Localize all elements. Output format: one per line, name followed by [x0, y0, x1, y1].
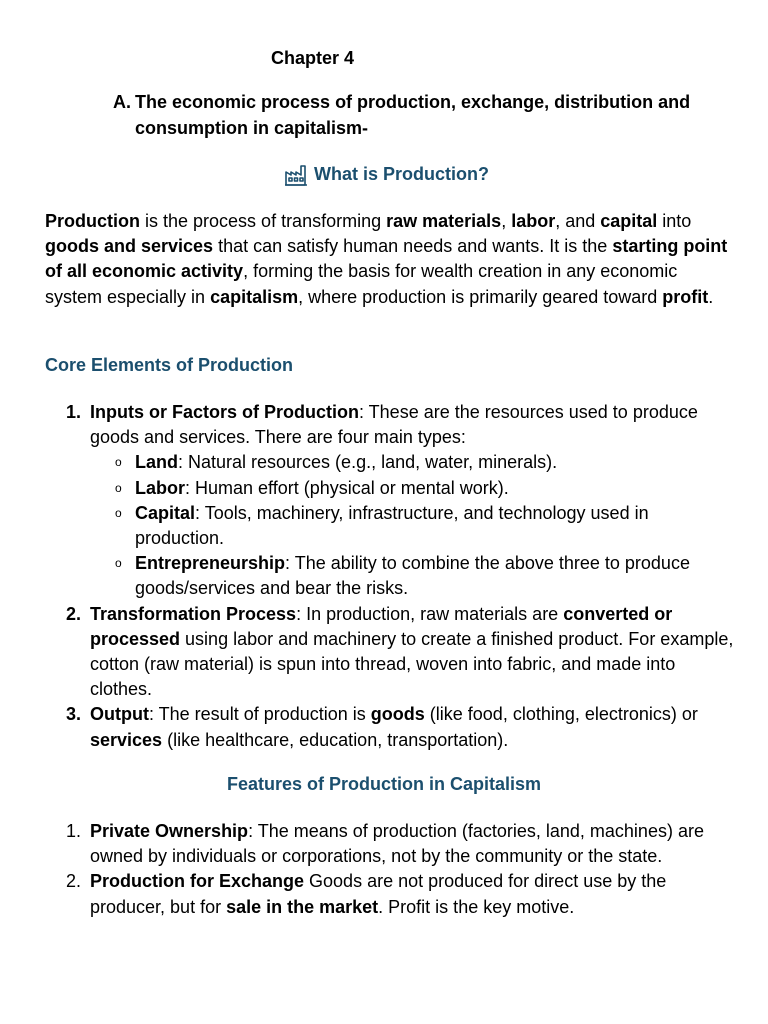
item-label: Private Ownership	[90, 821, 249, 841]
intro-text: is the process of transforming	[140, 211, 387, 231]
intro-text: into	[657, 211, 692, 231]
item-text: . Profit is the key motive.	[378, 896, 575, 917]
item-text: Goods are not produced for direct use by the producer, but for	[90, 871, 667, 917]
production-intro-paragraph	[45, 209, 735, 310]
item-label: Transformation Process	[90, 603, 297, 624]
list-item	[45, 702, 735, 752]
item-text: : The means of production (factories, land, machines) are owned by individuals or corporations, not by the community or the state.	[90, 821, 704, 867]
intro-term-capital: capital	[600, 211, 658, 231]
sub-item-label: Land	[135, 452, 178, 473]
features-list	[45, 819, 735, 920]
intro-term-raw-materials: raw materials	[386, 211, 502, 231]
intro-text: , and	[555, 211, 601, 231]
what-is-production-text: What is Production?	[314, 164, 489, 184]
intro-text: ,	[501, 211, 512, 231]
sub-item-text: : Natural resources (e.g., land, water, minerals).	[178, 452, 558, 473]
intro-text: , where production is primarily geared toward	[298, 286, 663, 307]
what-is-production-heading	[284, 162, 489, 187]
list-number: 1.	[66, 821, 82, 841]
intro-term-profit: profit	[662, 286, 709, 307]
intro-text: , forming the basis for wealth creation in any economic system especially in	[45, 261, 678, 307]
bullet-icon: o	[115, 556, 122, 571]
sub-item-text: : Tools, machinery, infrastructure, and technology used in production.	[135, 502, 649, 549]
bullet-icon: o	[115, 480, 122, 495]
item-bold-term: sale in the market	[226, 896, 379, 917]
sub-item-text: : Human effort (physical or mental work).	[185, 477, 509, 498]
item-text: (like food, clothing, electronics) or	[424, 704, 698, 725]
list-item	[45, 869, 735, 919]
list-number: 2.	[66, 871, 82, 892]
list-number: 1.	[66, 402, 82, 422]
sub-item-text: : The ability to combine the above three to produce goods/services and bear the risks.	[135, 553, 690, 599]
intro-term-goods-services: goods and services	[45, 236, 214, 257]
item-text: : These are the resources used to produce goods and services. There are four main types:	[90, 402, 698, 448]
item-bold-term: converted or processed	[90, 603, 673, 649]
intro-term-starting-point: starting point of all economic activity	[45, 236, 728, 282]
intro-text: .	[708, 286, 714, 307]
item-label: Output	[90, 704, 149, 725]
factory-icon	[284, 163, 308, 187]
intro-term-capitalism: capitalism	[210, 286, 299, 307]
item-label: Production for Exchange	[90, 871, 305, 892]
list-item	[45, 819, 735, 869]
list-number: 2.	[66, 603, 82, 624]
sub-item-label: Labor	[135, 477, 186, 498]
sub-list-item	[45, 501, 735, 551]
list-item	[45, 602, 735, 703]
sub-item-label: Entrepreneurship	[135, 553, 286, 574]
sub-list-item	[45, 476, 735, 501]
intro-term-production: Production	[45, 211, 140, 231]
core-elements-list	[45, 400, 735, 753]
bullet-icon: o	[115, 455, 122, 470]
bullet-icon: o	[115, 505, 122, 520]
item-bold-term: services	[90, 729, 163, 750]
item-text: : In production, raw materials are	[296, 603, 564, 624]
list-item	[45, 400, 735, 450]
chapter-title: Chapter 4	[271, 48, 355, 68]
core-elements-heading: Core Elements of Production	[45, 355, 294, 375]
list-number: 3.	[66, 704, 82, 725]
sub-list-item	[45, 551, 735, 601]
section-a-title: The economic process of production, exchange, distribution and consumption in capitalism-	[135, 92, 691, 138]
item-label: Inputs or Factors of Production	[90, 402, 359, 422]
item-bold-term: goods	[370, 704, 425, 725]
section-a-letter: A.	[113, 92, 131, 112]
sub-list-item	[45, 450, 735, 475]
item-text: (like healthcare, education, transportation).	[162, 729, 509, 750]
sub-item-label: Capital	[135, 502, 196, 523]
item-text: using labor and machinery to create a finished product. For example, cotton (raw material) is spun into thread, woven into fabric, and made into clothes.	[90, 628, 734, 700]
intro-text: that can satisfy human needs and wants. It is the	[213, 236, 613, 257]
item-text: : The result of production is	[148, 704, 371, 725]
intro-term-labor: labor	[511, 211, 556, 231]
features-heading: Features of Production in Capitalism	[226, 774, 542, 794]
